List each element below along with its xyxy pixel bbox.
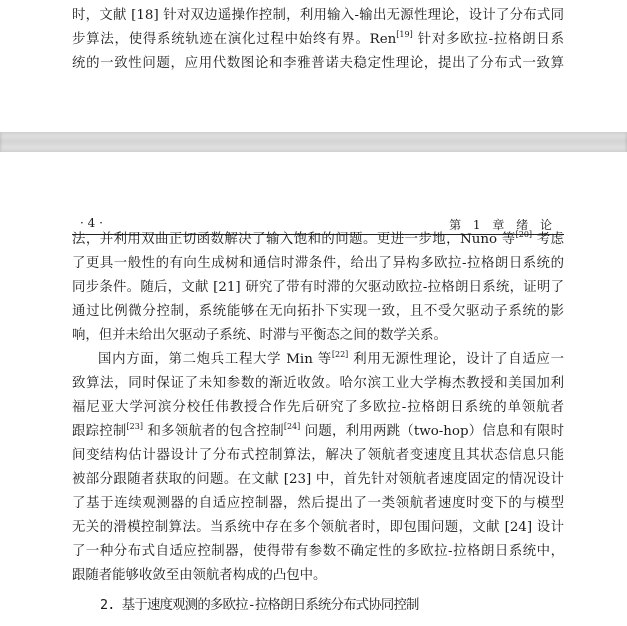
text-line: 同步条件。随后，文献 [21] 研究了带有时滞的欠驱动欧拉-拉格朗日系统，证明了 — [72, 280, 564, 295]
previous-page — [0, 0, 627, 132]
text-line: 国内方面，第二炮兵工程大学 Min 等[22] 利用无源性理论，设计了自适应一 — [98, 350, 564, 367]
citation: [20] — [515, 230, 533, 239]
text-line: 跟踪控制[23] 和多领航者的包含控制[24] 问题，利用两跳（two-hop）信息和有限时 — [72, 422, 564, 439]
chapter-title: 第 1 章 绪 论 — [449, 218, 552, 232]
text-line: 通过比例微分控制，系统能够在无向拓扑下实现一致，且不受欠驱动子系统的影 — [72, 304, 564, 319]
text-line: 步算法，使得系统轨迹在演化过程中始终有界。Ren[19] 针对多欧拉-拉格朗日系 — [72, 30, 564, 47]
citation: [24] — [283, 422, 301, 431]
text-line: 福尼亚大学河滨分校任伟教授合作先后研究了多欧拉-拉格朗日系统的单领航者 — [72, 400, 564, 415]
text-line: 了基于连续观测器的自适应控制器，然后提出了一类领航者速度时变下的与模型 — [72, 496, 564, 511]
text-line: 法，并利用双曲正切函数解决了输入饱和的问题。更进一步地，Nuno 等[20] 考虑 — [72, 230, 565, 247]
text-line: 致算法，同时保证了未知参数的渐近收敛。哈尔滨工业大学梅杰教授和美国加利 — [72, 376, 564, 391]
text-line: 了一种分布式自适应控制器，使得带有参数不确定性的多欧拉-拉格朗日系统中， — [72, 544, 564, 559]
text-line: 统的一致性问题，应用代数图论和李雅普诺夫稳定性理论，提出了分布式一致算 — [72, 56, 564, 71]
text-line: 响，但并未给出欠驱动子系统、时滞与平衡态之间的数学关系。 — [72, 328, 447, 343]
citation: [23] — [126, 422, 143, 431]
text-line: 了更具一般性的有向生成树和通信时滞条件，给出了异构多欧拉-拉格朗日系统的 — [72, 256, 564, 271]
page-number: · 4 · — [80, 216, 103, 230]
text-line: 间变结构估计器设计了分布式控制算法，解决了领航者变速度且其状态信息只能 — [72, 448, 564, 463]
page-separator — [0, 132, 627, 152]
citation: [19] — [396, 30, 413, 39]
section-heading: 2. 基于速度观测的多欧拉-拉格朗日系统分布式协同控制 — [100, 598, 419, 613]
text-line: 跟随者能够收敛至由领航者构成的凸包中。 — [72, 568, 327, 583]
citation: [22] — [331, 350, 349, 359]
text-line: 无关的滑模控制算法。当系统中存在多个领航者时，即包围问题，文献 [24] 设计 — [72, 520, 564, 535]
current-page — [0, 152, 627, 626]
text-line: 时，文献 [18] 针对双边遥操作控制，利用输入-输出无源性理论，设计了分布式同 — [72, 8, 564, 23]
text-line: 被部分跟随者获取的问题。在文献 [23] 中，首先针对领航者速度固定的情况设计 — [72, 472, 564, 487]
